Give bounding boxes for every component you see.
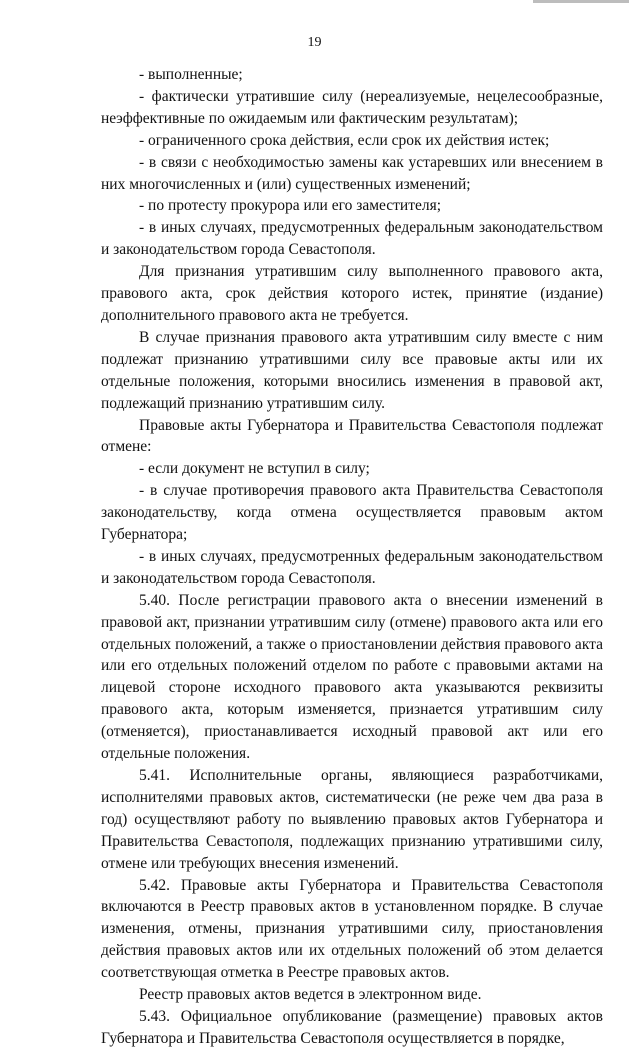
paragraph-related-acts: В случае признания правового акта утратившим силу вместе с ним подлежат признанию утратившими силу все правовые акты или их отдельные положения, которыми вносились изменения в правовой акт, подлежащий признанию утратившим силу. bbox=[101, 328, 603, 412]
document-body bbox=[101, 64, 603, 1050]
clause-5-41: 5.41. Исполнительные органы, являющиеся разработчиками, исполнителями правовых актов, систематически (не реже чем два раза в год) осуществляют работу по выявлению правовых актов Губернатора и Правительства Севастополя, подлежащих признанию утратившими силу, отмене или требующих внесения изменений. bbox=[101, 767, 603, 872]
paragraph-no-additional-act: Для признания утратившим силу выполненного правового акта, правового акта, срок действия которого истек, принятие (издание) дополнительного правового акта не требуется. bbox=[101, 263, 603, 324]
list-item-other-cases: - в иных случаях, предусмотренных федеральным законодательством и законодательством города Севастополя. bbox=[101, 219, 603, 259]
list-item-prosecutor-protest: - по протесту прокурора или его заместителя; bbox=[139, 197, 442, 215]
paragraph-electronic-register: Реестр правовых актов ведется в электронном виде. bbox=[139, 986, 482, 1004]
clause-5-40: 5.40. После регистрации правового акта о внесении изменений в правовой акт, признании утратившим силу (отмене) правового акта или его отдельных положений, а также о приостановлении действия правового акта или его отдельных положений отделом по работе с правовыми актами на лицевой стороне исходного правового акта указываются реквизиты правового акта, которым изменяется, признается утратившим силу (отменяется), приостанавливается исходный правовой акт или его отдельные положения. bbox=[101, 591, 603, 763]
list-item-completed: - выполненные; bbox=[139, 66, 243, 83]
list-item-limited-term: - ограниченного срока действия, если срок их действия истек; bbox=[139, 131, 550, 149]
list-item-contradiction: - в случае противоречия правового акта Правительства Севастополя законодательству, когда отмена осуществляется правовым актом Губернатора; bbox=[101, 482, 603, 544]
paragraph-cancellation-heading: Правовые акты Губернатора и Правительства Севастополя подлежат отмене: bbox=[101, 416, 603, 456]
page-number: 19 bbox=[307, 35, 322, 50]
scan-edge-mark bbox=[533, 0, 629, 3]
list-item-other-cases-2: - в иных случаях, предусмотренных федеральным законодательством и законодательством города Севастополя. bbox=[101, 547, 603, 587]
list-item-replacement: - в связи с необходимостью замены как устаревших или внесением в них многочисленных и (или) существенных изменений; bbox=[101, 153, 603, 193]
clause-5-43: 5.43. Официальное опубликование (размещение) правовых актов Губернатора и Правительства Севастополя осуществляется в порядке, bbox=[101, 1007, 603, 1047]
list-item-not-in-force: - если документ не вступил в силу; bbox=[139, 460, 370, 478]
clause-5-42: 5.42. Правовые акты Губернатора и Правительства Севастополя включаются в Реестр правовых актов в установленном порядке. В случае изменения, отмены, признания утратившими силу, приостановления действия правовых актов или их отдельных положений об этом делается соответствующая отметка в Реестре правовых актов. bbox=[101, 876, 603, 982]
list-item-obsolete: - фактически утратившие силу (нереализуемые, нецелесообразные, неэффективные по ожидаемым или фактическим результатам); bbox=[101, 87, 603, 127]
